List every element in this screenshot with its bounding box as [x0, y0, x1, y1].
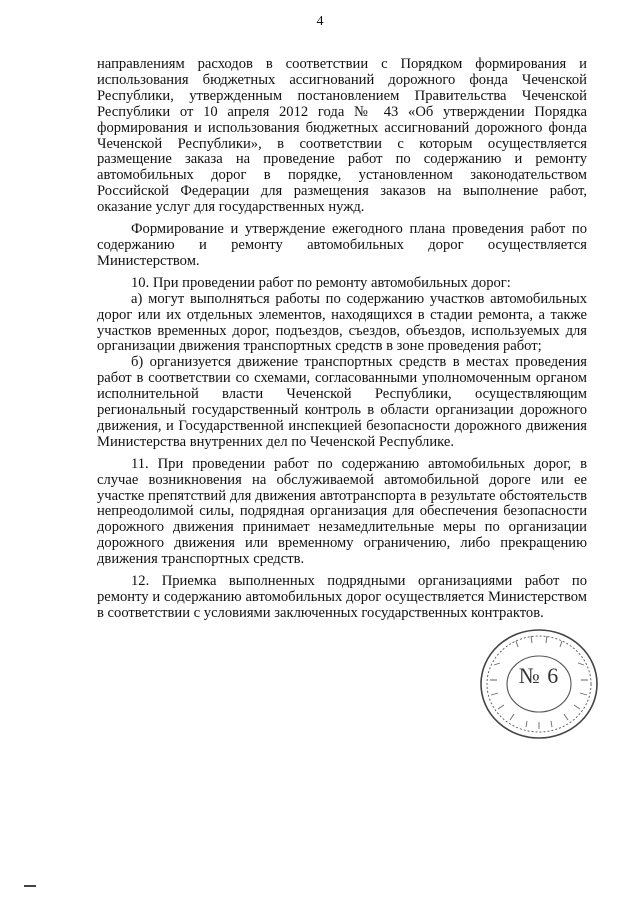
paragraph-item-10-a: а) могут выполняться работы по содержанию участков автомобильных дорог или их отдельных элементов, находящихся в стадии ремонта, а также участков временных дорог, подъездов, съездов, объездов, используемых для организации движения транспортных средств в зоне проведения работ;	[97, 290, 587, 355]
paragraph-continuation: направлениям расходов в соответствии с Порядком формирования и использования бюджетных ассигнований дорожного фонда Чеченской Республики, утвержденным постановлением Правительства Чеченской Республики от 10 апреля 2012 года № 43 «Об утверждении Порядка формирования и использования бюджетных ассигнований дорожного фонда Чеченской Республики», в соответствии с которым осуществляется размещение заказа на проведение работ по содержанию и ремонту автомобильных дорог в порядке, установленном законодательством Российской Федерации для размещения заказов на выполнение работ, оказание услуг для государственных нужд.	[97, 56, 587, 216]
stamp-number: № 6	[518, 663, 560, 688]
scan-mark	[24, 885, 36, 887]
paragraph-item-11: 11. При проведении работ по содержанию автомобильных дорог, в случае возникновения на обслуживаемой автомобильной дороге или ее участке препятствий для движения автотранспорта в результате обстоятельств непреодолимой силы, подрядная организация для обеспечения безопасности дорожного движения принимает незамедлительные меры по организации дорожного движения или временному ограничению, либо прекращению движения транспортных средств.	[97, 455, 587, 568]
paragraph-item-12: 12. Приемка выполненных подрядными организациями работ по ремонту и содержанию автомобильных дорог осуществляется Министерством в соответствии с условиями заключенных государственных контрактов.	[97, 573, 587, 621]
paragraph-item-10: 10. При проведении работ по ремонту автомобильных дорог:	[131, 274, 511, 291]
document-body	[97, 57, 587, 628]
official-stamp	[476, 625, 602, 743]
page-number: 4	[316, 14, 324, 29]
paragraph-item-10-b: б) организуется движение транспортных средств в местах проведения работ в соответствии со схемами, согласованными уполномоченным органом исполнительной власти Чеченской Республики, осуществляющим региональный государственный контроль в области организации дорожного движения, и Государственной инспекцией безопасности дорожного движения Министерства внутренних дел по Чеченской Республике.	[97, 354, 587, 450]
paragraph-plan-approval: Формирование и утверждение ежегодного плана проведения работ по содержанию и ремонту автомобильных дорог осуществляется Министерством.	[97, 221, 587, 269]
